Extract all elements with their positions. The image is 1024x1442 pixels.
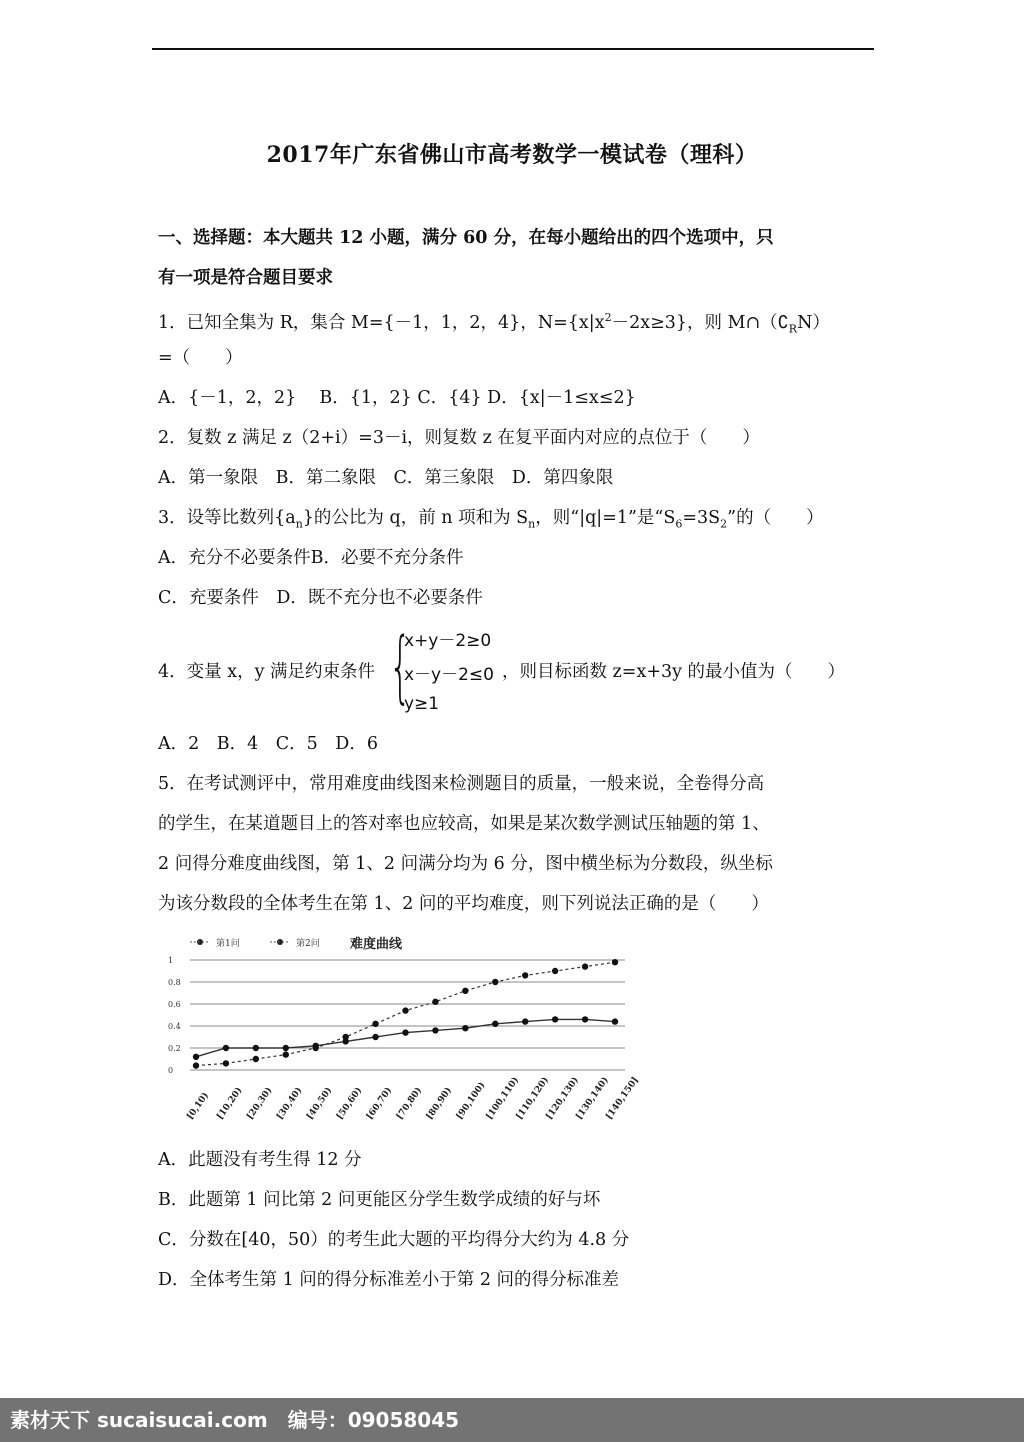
data-point-series-1 bbox=[462, 1025, 468, 1031]
q5-stem-line1: 5．在考试测评中，常用难度曲线图来检测题目的质量，一般来说，全卷得分高 bbox=[158, 774, 765, 794]
q2-options: A．第一象限 B．第二象限 C．第三象限 D．第四象限 bbox=[158, 468, 614, 488]
difficulty-chart bbox=[160, 930, 641, 1130]
data-point-series-1 bbox=[522, 1018, 528, 1024]
x-tick-label: [80,90) bbox=[424, 1085, 455, 1122]
data-point-series-1 bbox=[432, 1027, 438, 1033]
legend-label-q1: 第1问 bbox=[216, 939, 240, 949]
data-point-series-2 bbox=[402, 1007, 408, 1013]
legend-label-q2: 第2问 bbox=[296, 939, 320, 949]
q4-options: A．2 B．4 C．5 D．6 bbox=[158, 734, 378, 754]
data-point-series-1 bbox=[283, 1045, 289, 1051]
data-point-series-2 bbox=[582, 963, 588, 969]
x-tick-label: [100,110) bbox=[484, 1075, 522, 1122]
q5-option-b: B．此题第 1 问比第 2 问更能区分学生数学成绩的好与坏 bbox=[158, 1190, 601, 1210]
x-tick-label: [20,30) bbox=[245, 1085, 275, 1122]
q4-constraint-2: x－y－2≤0 bbox=[404, 665, 494, 685]
q4-constraint-3: y≥1 bbox=[404, 694, 440, 714]
x-tick-label: [0,10) bbox=[185, 1090, 212, 1122]
q3-option-line1: A．充分不必要条件B．必要不充分条件 bbox=[158, 548, 464, 568]
q5-option-a: A．此题没有考生得 12 分 bbox=[158, 1150, 362, 1170]
data-point-series-2 bbox=[313, 1045, 319, 1051]
y-tick-label: 0.4 bbox=[168, 1022, 181, 1031]
top-rule bbox=[152, 48, 874, 50]
data-point-series-1 bbox=[402, 1029, 408, 1035]
data-point-series-2 bbox=[283, 1051, 289, 1057]
q4-stem-suffix: ，则目标函数 z=x+3y 的最小值为（ ） bbox=[502, 662, 846, 682]
x-tick-label: [10,20) bbox=[215, 1085, 245, 1122]
q1-stem-line2: =（ ） bbox=[158, 348, 243, 368]
data-point-series-2 bbox=[462, 988, 468, 994]
data-point-series-1 bbox=[372, 1034, 378, 1040]
data-point-series-1 bbox=[552, 1016, 558, 1022]
x-tick-label: [90,100) bbox=[454, 1080, 488, 1122]
x-tick-label: [120,130) bbox=[544, 1075, 581, 1122]
data-point-series-2 bbox=[223, 1060, 229, 1066]
q3-option-line2: C．充要条件 D．既不充分也不必要条件 bbox=[158, 588, 483, 608]
data-point-series-2 bbox=[522, 972, 528, 978]
y-tick-label: 0 bbox=[168, 1066, 174, 1075]
data-point-series-2 bbox=[612, 959, 618, 965]
data-point-series-2 bbox=[342, 1034, 348, 1040]
q3-stem: 3．设等比数列$\{a_n\}$的公比为 q，前 n 项和为 $S_n$，则“|q|=1”是“$S_6=3S_2$”的（ ） bbox=[158, 508, 824, 531]
series-line-2 bbox=[196, 962, 615, 1065]
q5-stem-line2: 的学生，在某道题目上的答对率也应较高，如果是某次数学测试压轴题的第 1、 bbox=[158, 814, 770, 834]
section-heading-line1: 一、选择题：本大题共 12 小题，满分 60 分，在每小题给出的四个选项中，只 bbox=[158, 228, 774, 248]
x-tick-label: [130,140) bbox=[574, 1075, 611, 1122]
y-tick-label: 0.8 bbox=[168, 978, 181, 987]
data-point-series-2 bbox=[432, 999, 438, 1005]
constraint-brace: { bbox=[389, 622, 412, 712]
q5-option-d: D．全体考生第 1 问的得分标准差小于第 2 问的得分标准差 bbox=[158, 1270, 620, 1290]
data-point-series-2 bbox=[253, 1056, 259, 1062]
q2-stem: 2．复数 z 满足 z（2+i）=3－i，则复数 z 在复平面内对应的点位于（ ） bbox=[158, 428, 760, 448]
x-tick-label: [110,120) bbox=[514, 1075, 552, 1122]
chart-title: 难度曲线 bbox=[350, 937, 403, 952]
x-tick-label: [30,40) bbox=[275, 1085, 305, 1122]
q5-stem-line4: 为该分数段的全体考生在第 1、2 问的平均难度，则下列说法正确的是（ ） bbox=[158, 894, 769, 914]
data-point-series-2 bbox=[372, 1021, 378, 1027]
q4-stem-prefix: 4．变量 x，y 满足约束条件 bbox=[158, 662, 376, 682]
data-point-series-1 bbox=[193, 1054, 199, 1060]
y-tick-label: 0.2 bbox=[168, 1044, 181, 1053]
q5-option-c: C．分数在[40，50）的考生此大题的平均得分大约为 4.8 分 bbox=[158, 1230, 630, 1250]
data-point-series-2 bbox=[492, 979, 498, 985]
x-tick-label: [60,70) bbox=[364, 1085, 395, 1122]
y-tick-label: 1 bbox=[168, 956, 174, 965]
q5-stem-line3: 2 问得分难度曲线图，第 1、2 问满分均为 6 分，图中横坐标为分数段，纵坐标 bbox=[158, 854, 773, 874]
x-tick-label: [50,60) bbox=[335, 1085, 365, 1122]
data-point-series-2 bbox=[193, 1062, 199, 1068]
data-point-series-1 bbox=[223, 1045, 229, 1051]
data-point-series-1 bbox=[582, 1016, 588, 1022]
x-tick-label: [40,50) bbox=[305, 1085, 335, 1122]
page-title: 2017年广东省佛山市高考数学一模试卷（理科） bbox=[266, 142, 758, 168]
section-heading-line2: 有一项是符合题目要求 bbox=[158, 268, 333, 288]
q1-options: A．{－1，2，2} B．{1，2} C．{4} D．{x|－1≤x≤2} bbox=[158, 388, 636, 408]
q4-constraint-1: x+y－2≥0 bbox=[404, 631, 492, 651]
data-point-series-1 bbox=[253, 1045, 259, 1051]
x-tick-label: [70,80) bbox=[394, 1085, 425, 1122]
watermark-text: 素材天下 sucaisucai.com 编号：09058045 bbox=[10, 1408, 460, 1432]
data-point-series-1 bbox=[612, 1018, 618, 1024]
data-point-series-1 bbox=[492, 1021, 498, 1027]
q1-stem: 1．已知全集为 R，集合 M={－1，1，2，4}，$N=\{x|x^2-2x\ge 3\}$，则 $M\cap(∁_RN)$ bbox=[158, 311, 830, 336]
y-tick-label: 0.6 bbox=[168, 1000, 181, 1009]
x-tick-label: [140,150] bbox=[604, 1075, 641, 1122]
data-point-series-2 bbox=[552, 968, 558, 974]
series-line-1 bbox=[196, 1019, 615, 1056]
